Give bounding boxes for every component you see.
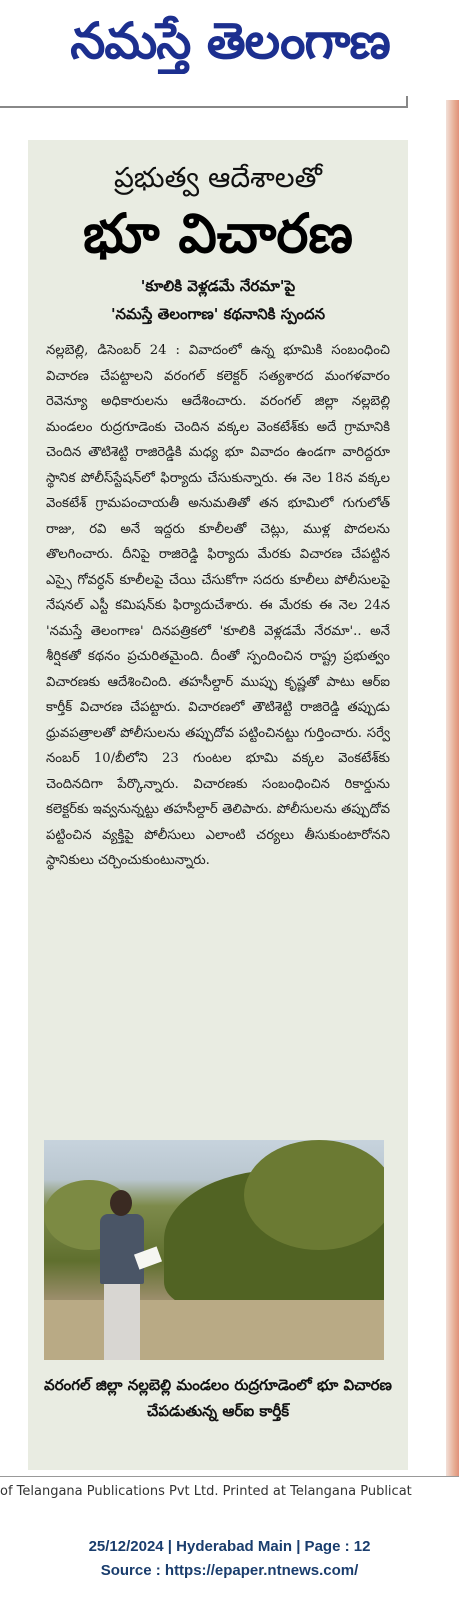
- article-headline: భూ విచారణ: [83, 202, 353, 265]
- article-kicker: ప్రభుత్వ ఆదేశాలతో: [114, 161, 322, 194]
- masthead-divider: [0, 106, 408, 108]
- footer-divider: [0, 1476, 459, 1477]
- masthead-divider-tick: [406, 96, 408, 108]
- photo-ground: [44, 1300, 384, 1360]
- source-link[interactable]: Source : https://epaper.ntnews.com/: [100, 1562, 359, 1579]
- adjacent-article-edge: [446, 100, 459, 1476]
- newspaper-logo: నమస్తే తెలంగాణ: [70, 12, 390, 70]
- photo-tree: [244, 1140, 384, 1250]
- photo-person-body: [100, 1214, 144, 1284]
- article-photo: [44, 1140, 384, 1360]
- masthead: [0, 0, 459, 100]
- photo-person-head: [110, 1190, 132, 1216]
- news-clipping: [28, 140, 408, 1470]
- publisher-line: of Telangana Publications Pvt Ltd. Printed at Telangana Publicat: [0, 1484, 412, 1499]
- photo-person-legs: [104, 1282, 140, 1360]
- photo-caption: వరంగల్ జిల్లా నల్లబెల్లి మండలం రుద్రగూడెంలో భూ విచారణ చేపడుతున్న ఆర్‌ఐ కార్తీక్: [44, 1376, 392, 1420]
- edition-info: 25/12/2024 | Hyderabad Main | Page : 12: [88, 1538, 371, 1555]
- article-subhead-2: 'నమస్తే తెలంగాణ' కథనానికి స్పందన: [110, 305, 326, 323]
- article-subhead-1: 'కూలికి వెళ్లడమే నేరమా'పై: [140, 277, 296, 295]
- article-body: నల్లబెల్లి, డిసెంబర్ 24 : వివాదంలో ఉన్న భూమికి సంబంధించి విచారణ చేపట్టాలని వరంగల్ కలెక్టర్ సత్యశారద మంగళవారం రెవెన్యూ అధికారులను ఆదేశించారు. వరంగల్ జిల్లా నల్లబెల్లి మండలం రుద్రగూడెంకు చెందిన వక్కల వెంకటేశ్‌కు అదే గ్రామానికి చెందిన తౌటిశెట్టి రాజిరెడ్డికి మధ్య భూ వివాదం ఉండగా వారిద్దరూ స్థానిక పోలీస్‌స్టేషన్‌లో ఫిర్యాదు చేసుకున్నారు. ఈ నెల 18న వక్కల వెంకటేశ్ గ్రామపంచాయతీ అనుమతితో తన భూమిలో గుగులోత్ రాజు, రవి అనే ఇద్దరు కూలీలతో చెట్లు, ముళ్ల పొదలను తొలగించారు. దీనిపై రాజిరెడ్డి ఫిర్యాదు మేరకు విచారణ చేపట్టిన ఎస్సై గోవర్ధన్ కూలీలపై చేయి చేసుకోగా సదరు కూలీలు పోలీసులపై నేషనల్ ఎస్టీ కమిషన్‌కు ఫిర్యాదుచేశారు. ఈ మేరకు ఈ నెల 24న 'నమస్తే తెలంగాణ' దినపత్రికలో 'కూలికి వెళ్లడమే నేరమా'.. అనే శీర్షికతో కథనం ప్రచురితమైంది. దీంతో స్పందించిన రాష్ట్ర ప్రభుత్వం విచారణకు ఆదేశించింది. తహసీల్దార్ ముప్పు కృష్ణతో పాటు ఆర్‌ఐ కార్తీక్ విచారణ చేపట్టారు. విచారణలో తౌటిశెట్టి రాజిరెడ్డి తప్పుడు ధ్రువపత్రాలతో పోలీసులను తప్పుదోవ పట్టించినట్టు గుర్తించారు. సర్వే నంబర్ 10/బీలోని 23 గుంటల భూమి వక్కల వెంకటేశ్‌కు చెందినదిగా పేర్కొన్నారు. విచారణకు సంబంధించిన రికార్డును కలెక్టర్‌కు ఇవ్వనున్నట్టు తహసీల్దార్ తెలిపారు. పోలీసులను తప్పుదోవ పట్టించిన వ్యక్తిపై పోలీసులు ఎలాంటి చర్యలు తీసుకుంటారోనని స్థానికులు చర్చించుకుంటున్నారు.: [46, 343, 390, 868]
